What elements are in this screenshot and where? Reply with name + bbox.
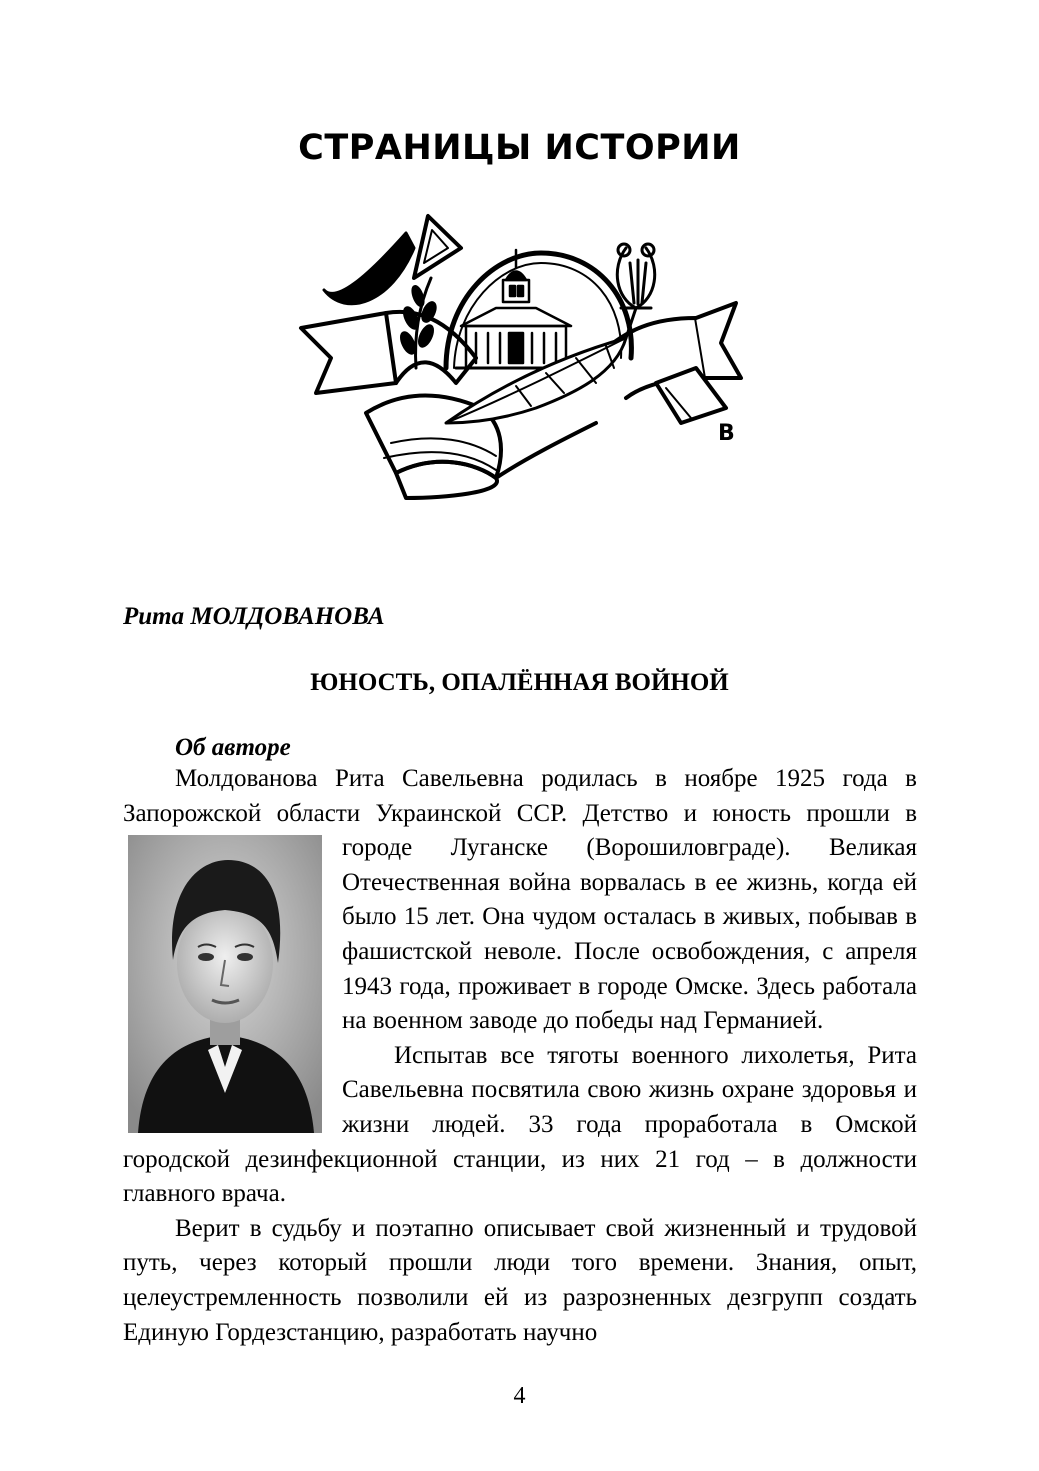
- paragraph-3: Верит в судьбу и поэтапно описывает свой жизненный и трудовой путь, через который прошли люди того времени. Знания, опыт, целеустремленность позволили ей из разрозненных дезгрупп создать Единую Гордезстанцию, разработать научно: [123, 1214, 917, 1346]
- laurel-branch-icon: [399, 278, 438, 368]
- artist-monogram: В: [718, 421, 735, 446]
- section-title: СТРАНИЦЫ ИСТОРИИ: [298, 128, 741, 168]
- article-title: ЮНОСТЬ, ОПАЛЁННАЯ ВОЙНОЙ: [310, 669, 729, 696]
- paragraph-1-text-b: прошли в городе Луганске (Ворошиловграде). Великая Отечественная война ворвалась в ее жизнь, когда ей было 15 лет. Она чудом осталась в живых, побывав в фашистской неволе. После освобождения, с апреля 1943 года, проживает в городе Омске. Здесь работала на военном заводе до победы над Германией.: [342, 799, 918, 1035]
- article-body: [123, 762, 917, 1350]
- author-portrait-photo: [128, 835, 322, 1133]
- paragraph-2: Испытав все тяготы военного лихолетья, Рита Савельевна посвятила свою жизнь охране здоровья и жизни людей. 33 года проработала в Омской городской дезинфекционной станции, из них 21 год – в должности главного врача.: [123, 1041, 917, 1208]
- paragraph-1: [123, 762, 917, 1039]
- quill-feather-icon: [446, 338, 626, 423]
- building-icon: [456, 250, 576, 368]
- paragraph-1-text-a: Молдованова Рита Савельевна родилась в ноябре 1925 года в Запорожской области Украинской ССР. Детство и юность: [123, 765, 917, 827]
- crescent-moon-icon: [324, 233, 414, 304]
- ribbon-left: [301, 313, 396, 393]
- emblem-illustration: [296, 208, 746, 508]
- triangle-icon: [414, 216, 461, 278]
- article-author: Рита МОЛДОВАНОВА: [123, 603, 385, 630]
- about-author-subheading: Об авторе: [175, 734, 291, 761]
- page-number: 4: [513, 1383, 526, 1409]
